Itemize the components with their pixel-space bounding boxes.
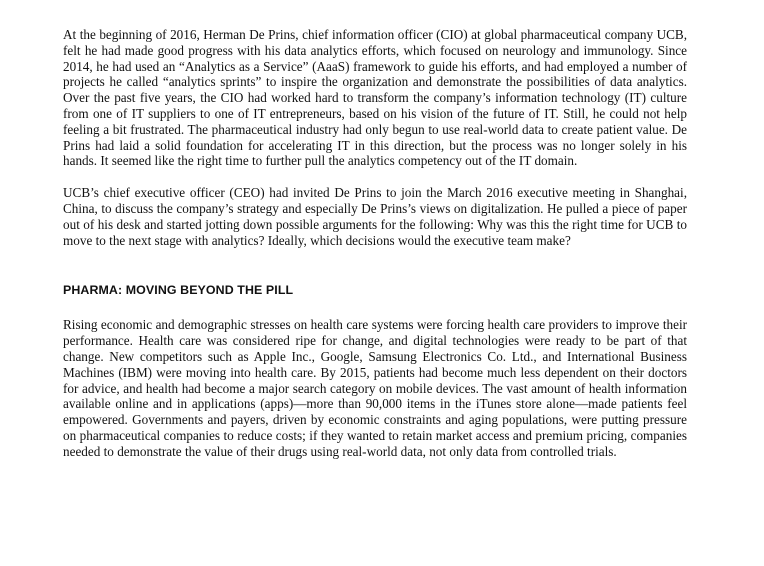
ceo-invitation-paragraph: UCB’s chief executive officer (CEO) had invited De Prins to join the March 2016 executive meeting in Shanghai, China, to discuss the company’s strategy and especially De Prins’s views on digitalization. He pulled a piece of paper out of his desk and started jotting down possible arguments for the following: Why was this the right time for UCB to move to the next stage with analytics? Ideally, which decisions would the executive team make? bbox=[63, 185, 687, 248]
intro-paragraph: At the beginning of 2016, Herman De Prins, chief information officer (CIO) at global pharmaceutical company UCB, felt he had made good progress with his data analytics efforts, which focused on neurology and immunology. Since 2014, he had used an “Analytics as a Service” (AaaS) framework to guide his efforts, and had employed a number of projects he called “analytics sprints” to inspire the organization and demonstrate the possibilities of data analytics. Over the past five years, the CIO had worked hard to transform the company’s information technology (IT) culture from one of IT suppliers to one of IT entrepreneurs, based on his vision of the future of IT. Still, he could not help feeling a bit frustrated. The pharmaceutical industry had only begun to use real-world data to create patient value. De Prins had laid a solid foundation for accelerating IT in this direction, but the process was no longer solely in his hands. It seemed like the right time to further pull the analytics competency out of the IT domain. bbox=[63, 27, 687, 169]
section-paragraph: Rising economic and demographic stresses on health care systems were forcing health care providers to improve their performance. Health care was considered ripe for change, and digital technologies were ready to be part of that change. New competitors such as Apple Inc., Google, Samsung Electronics Co. Ltd., and International Business Machines (IBM) were moving into health care. By 2015, patients had become much less dependent on their doctors for advice, and health had become a major search category on mobile devices. The vast amount of health information available online and in applications (apps)—more than 90,000 items in the iTunes store alone—made patients feel empowered. Governments and payers, driven by economic constraints and aging populations, were putting pressure on pharmaceutical companies to reduce costs; if they wanted to retain market access and premium pricing, companies needed to demonstrate the value of their drugs using real-world data, not only data from controlled trials. bbox=[63, 317, 687, 459]
section-heading: PHARMA: MOVING BEYOND THE PILL bbox=[63, 283, 294, 298]
document-page bbox=[63, 27, 687, 460]
